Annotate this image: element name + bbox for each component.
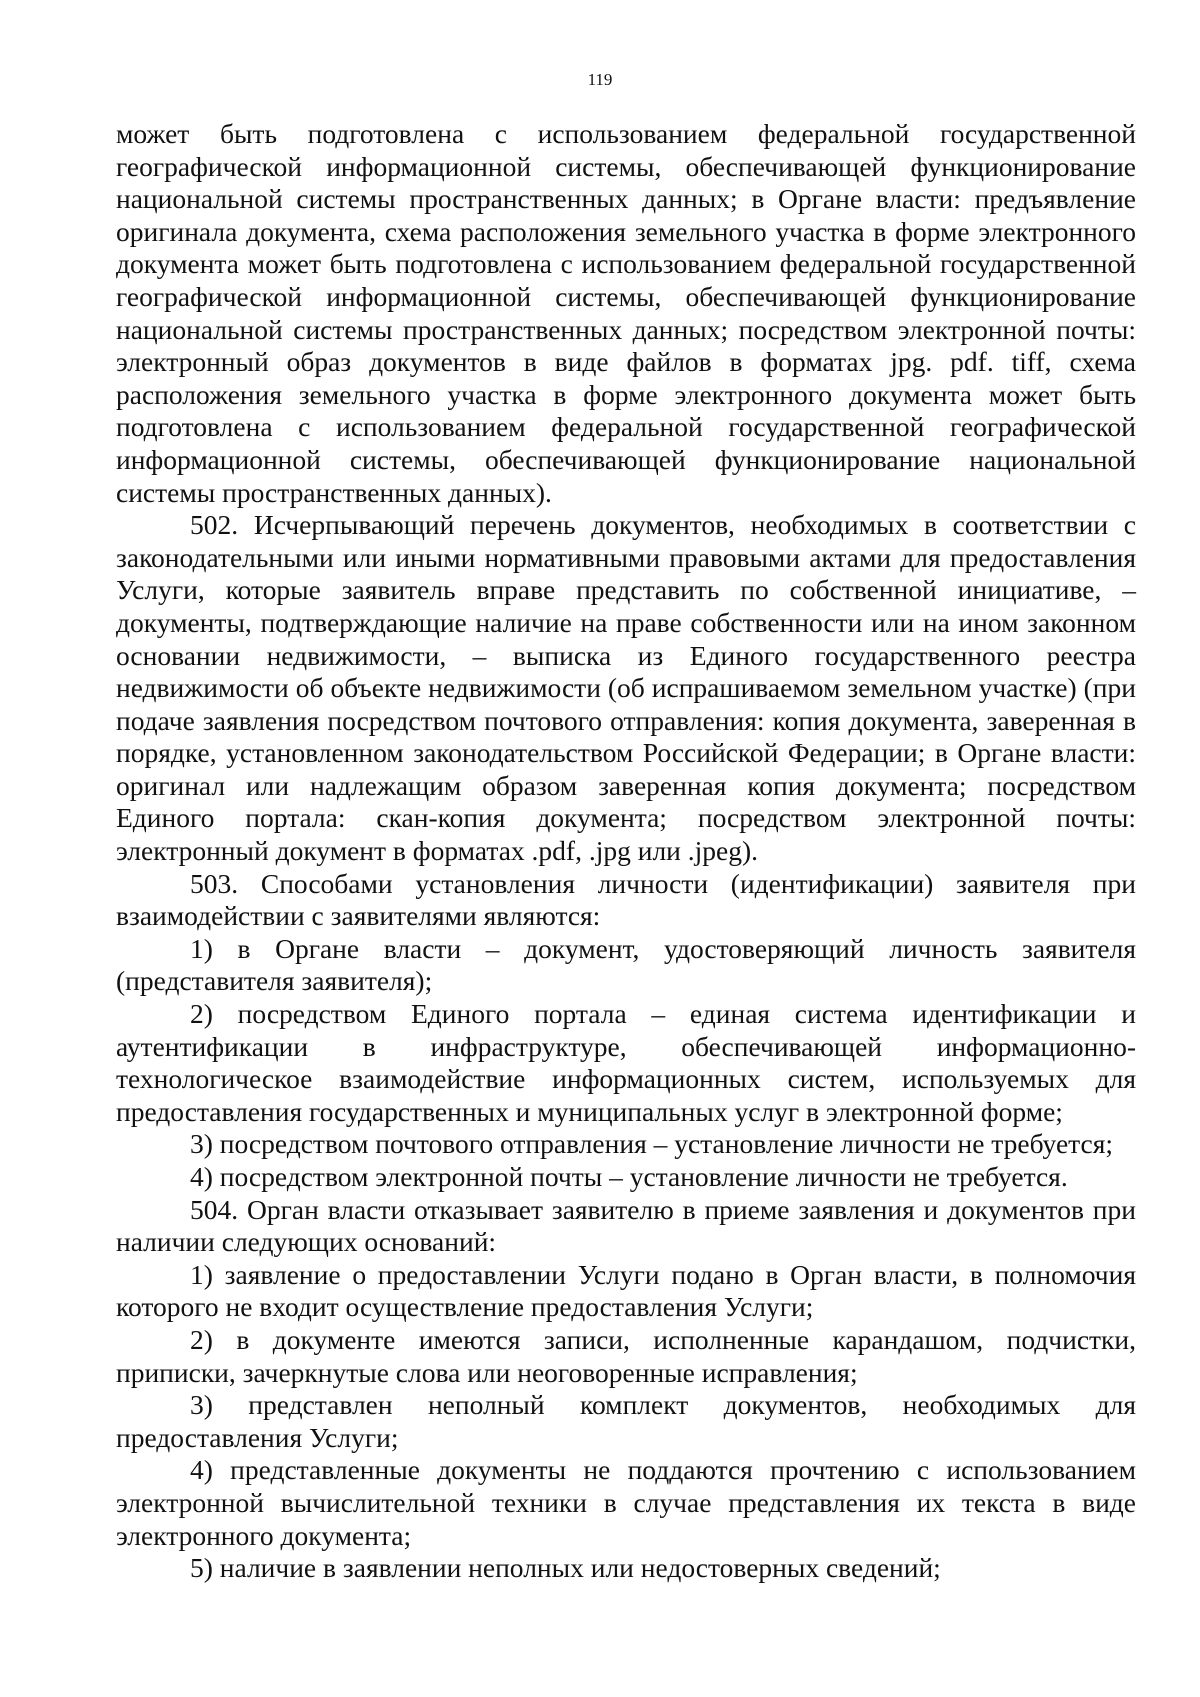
paragraph-continuation: может быть подготовлена с использованием федеральной государственной географической информационной системы, обеспечивающей функционирование национальной системы пространственных данных; в Органе власти: предъявление оригинала документа, схема расположения земельного участка в форме электронного документа может быть подготовлена с использованием федеральной государственной географической информационной системы, обеспечивающей функционирование национальной системы пространственных данных; посредством электронной почты: электронный образ документов в виде файлов в форматах jpg. pdf. tiff, схема расположения земельного участка в форме электронного документа может быть подготовлена с использованием федеральной государственной географической информационной системы, обеспечивающей функционирование национальной системы пространственных данных). <box>116 118 1136 508</box>
list-item-504-1: 1) заявление о предоставлении Услуги подано в Орган власти, в полномочия которого не входит осуществление предоставления Услуги; <box>116 1258 1136 1323</box>
list-item-504-3: 3) представлен неполный комплект документов, необходимых для предоставления Услуги; <box>116 1389 1136 1453</box>
list-item-504-4: 4) представленные документы не поддаются прочтению с использованием электронной вычислительной техники в случае представления их текста в виде электронного документа; <box>116 1454 1136 1551</box>
list-item-503-1: 1) в Органе власти – документ, удостоверяющий личность заявителя (представителя заявителя); <box>116 932 1136 997</box>
paragraph-504: 504. Орган власти отказывает заявителю в приеме заявления и документов при наличии следующих оснований: <box>116 1193 1136 1258</box>
paragraph-503: 503. Способами установления личности (идентификации) заявителя при взаимодействии с заявителями являются: <box>116 867 1136 932</box>
page-number: 119 <box>587 70 613 89</box>
list-item-503-4: 4) посредством электронной почты – установление личности не требуется. <box>190 1161 1068 1192</box>
list-item-504-5: 5) наличие в заявлении неполных или недостоверных сведений; <box>190 1552 941 1584</box>
list-item-504-2: 2) в документе имеются записи, исполненные карандашом, подчистки, приписки, зачеркнутые слова или неоговоренные исправления; <box>116 1323 1136 1388</box>
document-body <box>116 118 1136 1585</box>
list-item-503-2: 2) посредством Единого портала – единая система идентификации и аутентификации в инфраструктуре, обеспечивающей информационно-технологическое взаимодействие информационных систем, используемых для предоставления государственных и муниципальных услуг в электронной форме; <box>116 998 1136 1127</box>
list-item-503-3: 3) посредством почтового отправления – установление личности не требуется; <box>190 1128 1113 1160</box>
paragraph-502: 502. Исчерпывающий перечень документов, необходимых в соответствии с законодательными или иными нормативными правовыми актами для предоставления Услуги, которые заявитель вправе представить по собственной инициативе, – документы, подтверждающие наличие на праве собственности или на ином законном основании недвижимости, – выписка из Единого государственного реестра недвижимости об объекте недвижимости (об испрашиваемом земельном участке) (при подаче заявления посредством почтового отправления: копия документа, заверенная в порядке, установленном законодательством Российской Федерации; в Органе власти: оригинал или надлежащим образом заверенная копия документа; посредством Единого портала: скан-копия документа; посредством электронной почты: электронный документ в форматах .pdf, .jpg или .jpeg). <box>116 509 1136 867</box>
